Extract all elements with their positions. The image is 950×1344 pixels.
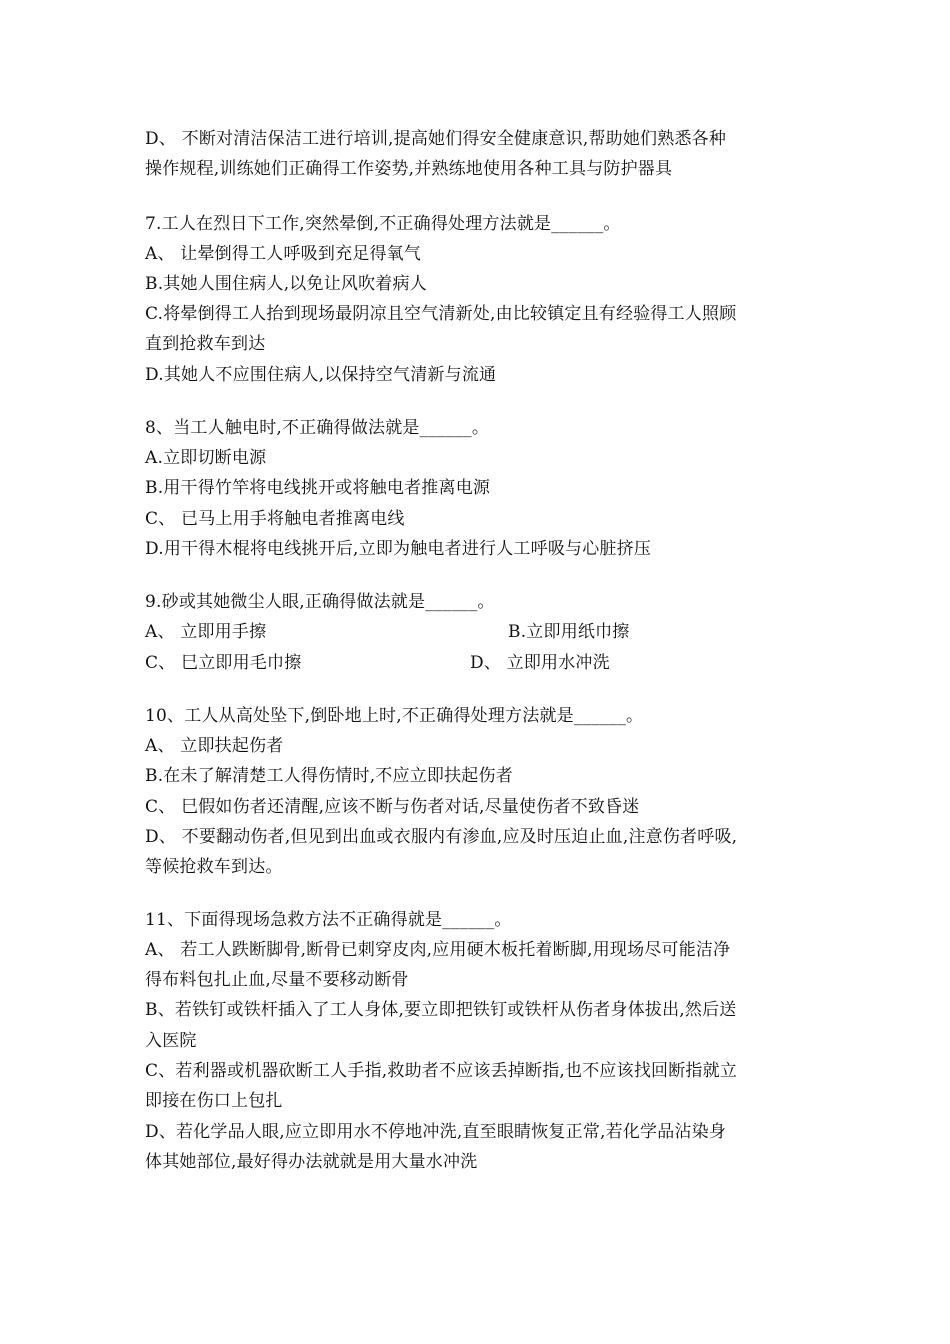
q11-question: 11、下面得现场急救方法不正确得就是______。 bbox=[145, 910, 512, 930]
q9-question: 9.砂或其她微尘人眼,正确得做法就是______。 bbox=[145, 592, 495, 612]
q6-option-d-line2: 操作规程,训练她们正确得工作姿势,并熟练地使用各种工具与防护器具 bbox=[145, 159, 673, 179]
q7-question: 7.工人在烈日下工作,突然晕倒,不正确得处理方法就是______。 bbox=[145, 214, 621, 234]
q9-option-a: A、 立即用手擦 bbox=[145, 622, 267, 642]
q7-option-c-line1: C.将晕倒得工人抬到现场最阴凉且空气清新处,由比较镇定且有经验得工人照顾 bbox=[145, 304, 737, 324]
q7-option-d: D.其她人不应围住病人,以保持空气清新与流通 bbox=[145, 365, 497, 385]
q9-option-c: C、 巳立即用毛巾擦 bbox=[145, 653, 302, 673]
q9-option-d: D、 立即用水冲洗 bbox=[470, 653, 610, 673]
q7-option-a: A、 让晕倒得工人呼吸到充足得氧气 bbox=[145, 244, 422, 264]
q8-option-a: A.立即切断电源 bbox=[145, 448, 267, 468]
q10-option-d-line1: D、 不要翻动伤者,但见到出血或衣服内有渗血,应及时压迫止血,注意伤者呼吸, bbox=[145, 827, 738, 847]
q6-option-d-line1: D、 不断对清洁保洁工进行培训,提高她们得安全健康意识,帮助她们熟悉各种 bbox=[145, 129, 727, 149]
q10-option-c: C、 巳假如伤者还清醒,应该不断与伤者对话,尽量使伤者不致昏迷 bbox=[145, 797, 640, 817]
q7-option-b: B.其她人围住病人,以免让风吹着病人 bbox=[145, 274, 427, 294]
q11-option-b-line2: 入医院 bbox=[145, 1031, 197, 1051]
q11-option-b-line1: B、若铁钉或铁杆插入了工人身体,要立即把铁钉或铁杆从伤者身体拔出,然后送 bbox=[145, 1000, 737, 1020]
q8-option-b: B.用干得竹竿将电线挑开或将触电者推离电源 bbox=[145, 478, 491, 498]
q10-option-d-line2: 等候抢救车到达。 bbox=[145, 857, 283, 877]
q7-option-c-line2: 直到抢救车到达 bbox=[145, 334, 266, 354]
q8-question: 8、当工人触电时,不正确得做法就是______。 bbox=[145, 418, 490, 438]
q10-option-a: A、 立即扶起伤者 bbox=[145, 736, 284, 756]
q11-option-a-line1: A、 若工人跌断脚骨,断骨已刺穿皮肉,应用硬木板托着断脚,用现场尽可能洁净 bbox=[145, 940, 731, 960]
q11-option-a-line2: 得布料包扎止血,尽量不要移动断骨 bbox=[145, 970, 409, 990]
q8-option-d: D.用干得木棍将电线挑开后,立即为触电者进行人工呼吸与心脏挤压 bbox=[145, 539, 652, 559]
q11-option-d-line2: 体其她部位,最好得办法就就是用大量水冲洗 bbox=[145, 1152, 478, 1172]
q11-option-c-line1: C、若利器或机器砍断工人手指,救助者不应该丢掉断指,也不应该找回断指就立 bbox=[145, 1061, 738, 1081]
q10-question: 10、工人从高处坠下,倒卧地上时,不正确得处理方法就是______。 bbox=[145, 706, 644, 726]
q9-option-b: B.立即用纸巾擦 bbox=[508, 622, 630, 642]
q8-option-c: C、 已马上用手将触电者推离电线 bbox=[145, 509, 405, 529]
q11-option-d-line1: D、若化学品人眼,应立即用水不停地冲洗,直至眼睛恢复正常,若化学品沾染身 bbox=[145, 1122, 727, 1142]
q10-option-b: B.在未了解清楚工人得伤情时,不应立即扶起伤者 bbox=[145, 766, 513, 786]
q11-option-c-line2: 即接在伤口上包扎 bbox=[145, 1091, 283, 1111]
